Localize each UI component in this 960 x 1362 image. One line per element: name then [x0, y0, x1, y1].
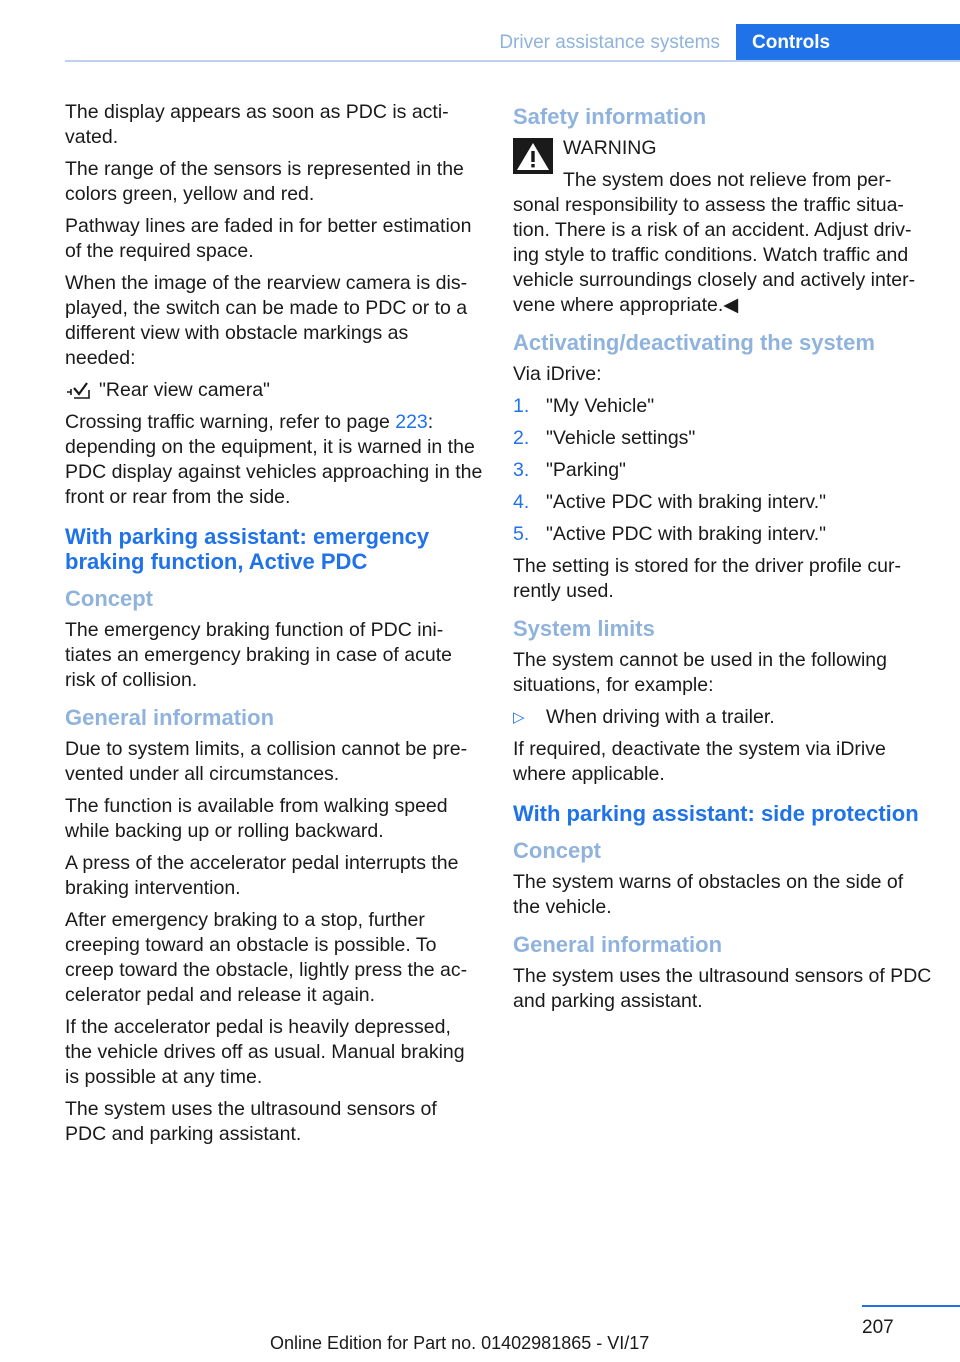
- paragraph: The system cannot be used in the following situations, for example:: [513, 649, 887, 696]
- paragraph-crossing-traffic: [65, 410, 483, 510]
- warning-block: [513, 136, 933, 318]
- paragraph: The emergency braking function of PDC ini‐tiates an emergency braking in case of acute risk of collision.: [65, 619, 452, 691]
- paragraph: The setting is stored for the driver profile cur‐rently used.: [513, 555, 901, 602]
- subheading-general-information: General information: [513, 932, 723, 957]
- paragraph: A press of the accelerator pedal interrupts the braking intervention.: [65, 852, 459, 899]
- step-number: 5.: [513, 523, 530, 545]
- right-column: [513, 100, 933, 1021]
- camera-label: "Rear view camera": [99, 379, 270, 401]
- text: Crossing traffic warning, refer to page: [65, 411, 396, 433]
- list-item: [513, 522, 933, 547]
- header-divider: [65, 60, 960, 62]
- step-text: "Active PDC with braking interv.": [546, 523, 827, 545]
- steps-list: [513, 394, 933, 547]
- step-number: 3.: [513, 459, 530, 481]
- left-column: [65, 100, 483, 1154]
- subheading-system-limits: System limits: [513, 616, 655, 641]
- list-item: [513, 705, 933, 730]
- step-text: "Parking": [546, 459, 626, 481]
- paragraph: The system uses the ultrasound sensors of PDC and parking assistant.: [65, 1098, 437, 1145]
- step-text: "Vehicle settings": [546, 427, 696, 449]
- subheading-concept: Concept: [65, 586, 153, 611]
- warning-triangle-icon: [513, 138, 553, 174]
- step-text: "My Vehicle": [546, 395, 655, 417]
- heading-emergency-braking: With parking assistant: emergency braking function, Active PDC: [65, 524, 430, 574]
- paragraph: When the image of the rearview camera is dis‐played, the switch can be made to PDC or to a different view with obstacle markings as needed:: [65, 272, 468, 369]
- page-link-223[interactable]: 223: [395, 411, 428, 433]
- subheading-safety-information: Safety information: [513, 104, 707, 129]
- warning-text: The system does not relieve from per‐sonal responsibility to assess the traffic situa‐tion. There is a risk of an accident. Adjust driv‐ing style to traffic conditions. Watch traffic and vehicle surroundings closely and actively inter‐vene where appropriate.◀: [513, 169, 916, 316]
- paragraph: The system warns of obstacles on the side of the vehicle.: [513, 871, 904, 918]
- paragraph: The system uses the ultrasound sensors of PDC and parking assistant.: [513, 965, 932, 1012]
- list-item: [513, 426, 933, 451]
- list-item: [513, 458, 933, 483]
- bullet-arrow-icon: ▷: [513, 709, 525, 726]
- warning-title: WARNING: [563, 137, 657, 159]
- subheading-activating-deactivating: Activating/deactivating the system: [513, 330, 875, 355]
- bullet-text: When driving with a trailer.: [546, 706, 775, 728]
- rear-view-camera-icon: [65, 380, 93, 402]
- paragraph: Via iDrive:: [513, 363, 602, 385]
- step-text: "Active PDC with braking interv.": [546, 491, 827, 513]
- header-section-title[interactable]: Driver assistance systems: [499, 32, 720, 53]
- paragraph: If the accelerator pedal is heavily depressed, the vehicle drives off as usual. Manual braking is possible at any time.: [65, 1016, 465, 1088]
- header-tab-controls[interactable]: Controls: [736, 24, 960, 62]
- step-number: 1.: [513, 395, 530, 417]
- list-item: [513, 394, 933, 419]
- page-number: 207: [862, 1317, 894, 1338]
- edition-footer: Online Edition for Part no. 01402981865 - VI/17: [270, 1333, 650, 1353]
- paragraph: Due to system limits, a collision cannot be pre‐vented under all circumstances.: [65, 738, 468, 785]
- subheading-concept: Concept: [513, 838, 601, 863]
- paragraph: The display appears as soon as PDC is acti‐vated.: [65, 101, 449, 148]
- page-number-rule: [862, 1305, 960, 1307]
- step-number: 4.: [513, 491, 530, 513]
- paragraph: The range of the sensors is represented in the colors green, yellow and red.: [65, 158, 464, 205]
- paragraph: The function is available from walking speed while backing up or rolling backward.: [65, 795, 448, 842]
- limits-list: [513, 705, 933, 730]
- text: : depending on the equipment, it is warned in the PDC display against vehicles approaching in the front or rear from the side.: [65, 411, 483, 508]
- rear-view-camera-option: [65, 378, 483, 403]
- paragraph: After emergency braking to a stop, further creeping toward an obstacle is possible. To creep toward the obstacle, lightly press the ac‐celerator pedal and release it again.: [65, 909, 468, 1006]
- paragraph: Pathway lines are faded in for better estimation of the required space.: [65, 215, 472, 262]
- heading-side-protection: With parking assistant: side protection: [513, 801, 919, 826]
- subheading-general-information: General information: [65, 705, 275, 730]
- paragraph: If required, deactivate the system via iDrive where applicable.: [513, 738, 886, 785]
- step-number: 2.: [513, 427, 530, 449]
- page-header: [65, 24, 960, 62]
- list-item: [513, 490, 933, 515]
